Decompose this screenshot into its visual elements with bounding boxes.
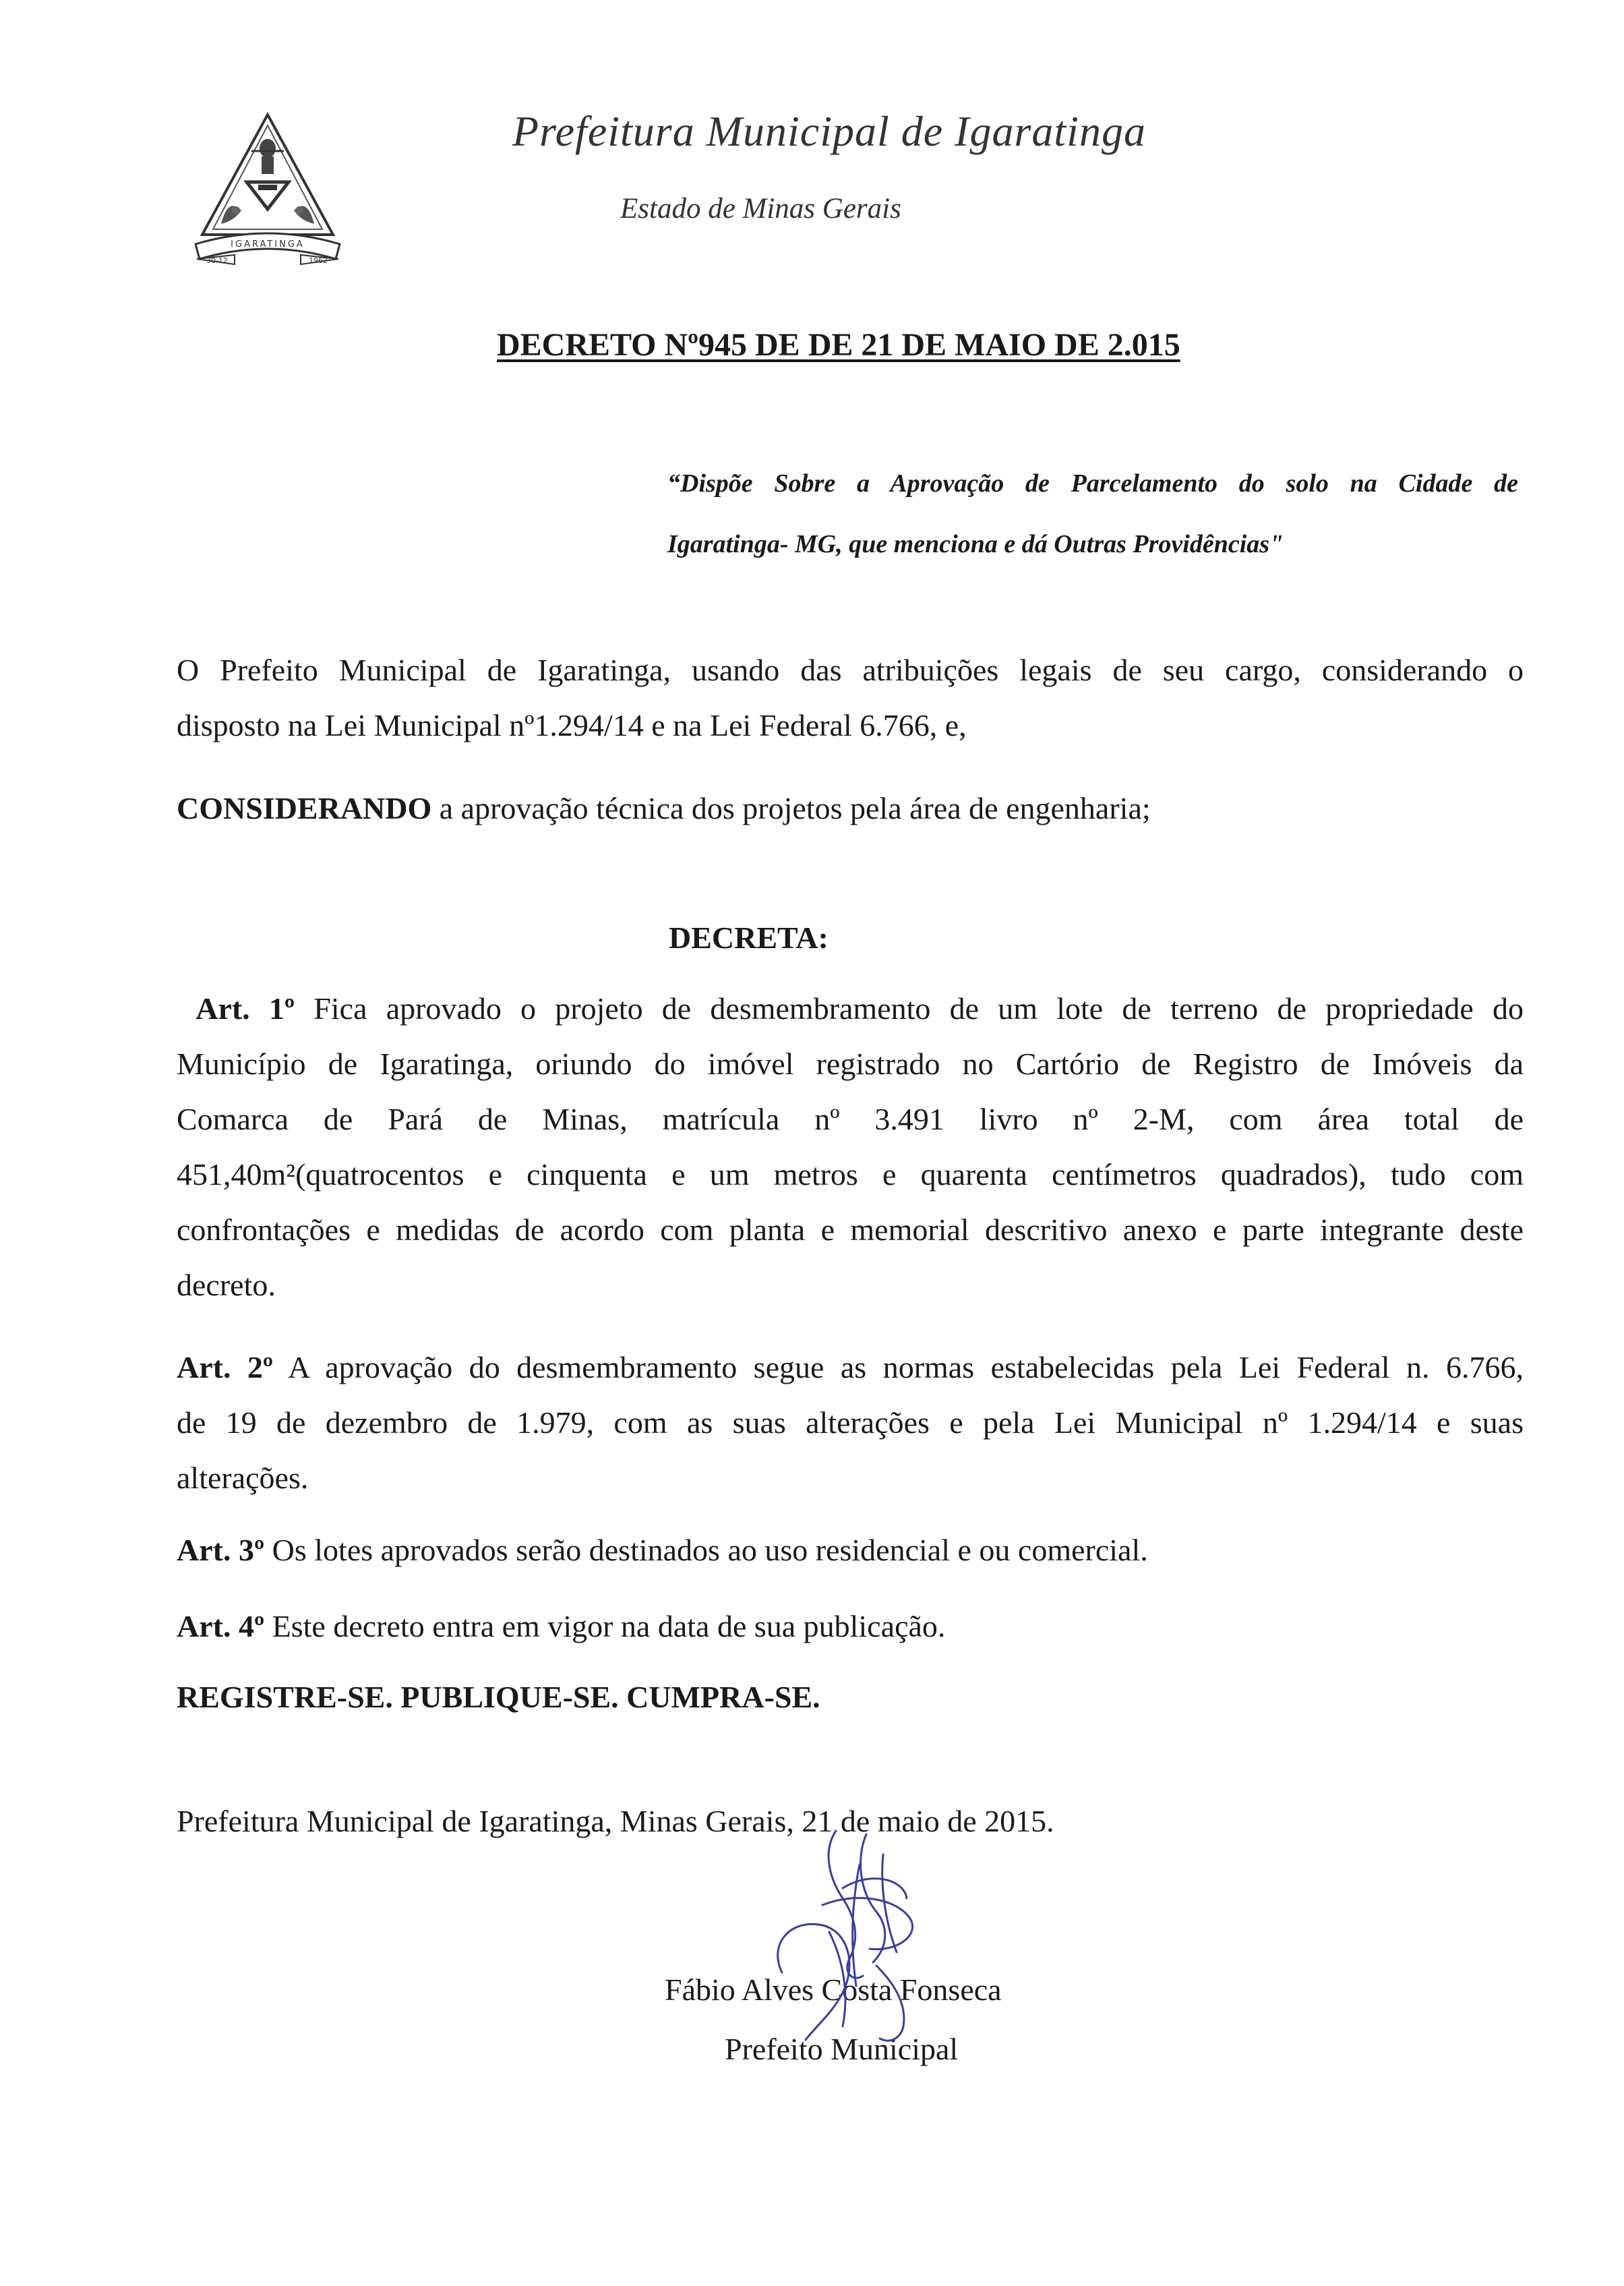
article-3-label: Art. 3º [177, 1533, 265, 1567]
header-subtitle: Estado de Minas Gerais [620, 193, 901, 225]
article-1-line: decreto. [177, 1268, 276, 1302]
signature-icon [742, 1824, 964, 2047]
article-1-line: confrontações e medidas de acordo com planta e memorial descritivo anexo e parte integrante deste [177, 1212, 1524, 1247]
closing-formula: REGISTRE-SE. PUBLIQUE-SE. CUMPRA-SE. [177, 1680, 820, 1714]
header-title: Prefeitura Municipal de Igaratinga [512, 107, 1146, 155]
decree-ementa [667, 453, 1518, 575]
article-2-line: de 19 de dezembro de 1.979, com as suas alterações e pela Lei Municipal nº 1.294/14 e suas [177, 1405, 1524, 1440]
article-4-text: Este decreto entra em vigor na data de sua publicação. [264, 1609, 946, 1643]
considerando-paragraph [177, 790, 1151, 826]
article-1-line: Comarca de Pará de Minas, matrícula nº 3.491 livro nº 2-M, com área total de [177, 1102, 1524, 1136]
ementa-line: “Dispõe Sobre a Aprovação de Parcelamento do solo na Cidade de [667, 469, 1518, 498]
article-2 [177, 1340, 1524, 1506]
ementa-line: Igaratinga- MG, que menciona e dá Outras Providências" [667, 530, 1284, 558]
decreta-heading: DECRETA: [669, 920, 829, 955]
decree-title: DECRETO Nº945 DE DE 21 DE MAIO DE 2.015 [497, 327, 1180, 363]
article-4 [177, 1608, 945, 1644]
signer-role: Prefeito Municipal [725, 2032, 959, 2066]
article-4-label: Art. 4º [177, 1609, 265, 1643]
preamble-paragraph [177, 643, 1524, 753]
considerando-text: a aprovação técnica dos projetos pela área de engenharia; [431, 791, 1151, 825]
crest-right-year: 1962 [309, 256, 328, 265]
considerando-label: CONSIDERANDO [177, 791, 432, 825]
article-1-line: 451,40m²(quatrocentos e cinquenta e um metros e quarenta centímetros quadrados), tudo com [177, 1157, 1524, 1192]
crest-left-date: 30-12 [206, 256, 228, 265]
article-2-label: Art. 2º [177, 1350, 274, 1384]
coat-of-arms-icon [194, 109, 341, 271]
article-3 [177, 1532, 1148, 1568]
article-1-line: Art. 1º Fica aprovado o projeto de desmembramento de um lote de terreno de propriedade do [196, 991, 1524, 1026]
article-1 [177, 981, 1524, 1313]
article-2-line: Art. 2º A aprovação do desmembramento segue as normas estabelecidas pela Lei Federal n. 6.766, [177, 1350, 1524, 1384]
preamble-line: disposto na Lei Municipal nº1.294/14 e na Lei Federal 6.766, e, [177, 708, 967, 742]
article-2-line: alterações. [177, 1461, 309, 1495]
article-1-line: Município de Igaratinga, oriundo do imóvel registrado no Cartório de Registro de Imóveis da [177, 1047, 1524, 1081]
place-date: Prefeitura Municipal de Igaratinga, Minas Gerais, 21 de maio de 2015. [177, 1804, 1054, 1838]
article-1-label: Art. 1º [196, 991, 295, 1026]
signer-name: Fábio Alves Costa Fonseca [665, 1972, 1002, 2007]
crest-ribbon-text: IGARATINGA [231, 239, 305, 250]
preamble-line: O Prefeito Municipal de Igaratinga, usando das atribuições legais de seu cargo, considerando o [177, 653, 1524, 687]
article-3-text: Os lotes aprovados serão destinados ao uso residencial e ou comercial. [264, 1533, 1148, 1567]
